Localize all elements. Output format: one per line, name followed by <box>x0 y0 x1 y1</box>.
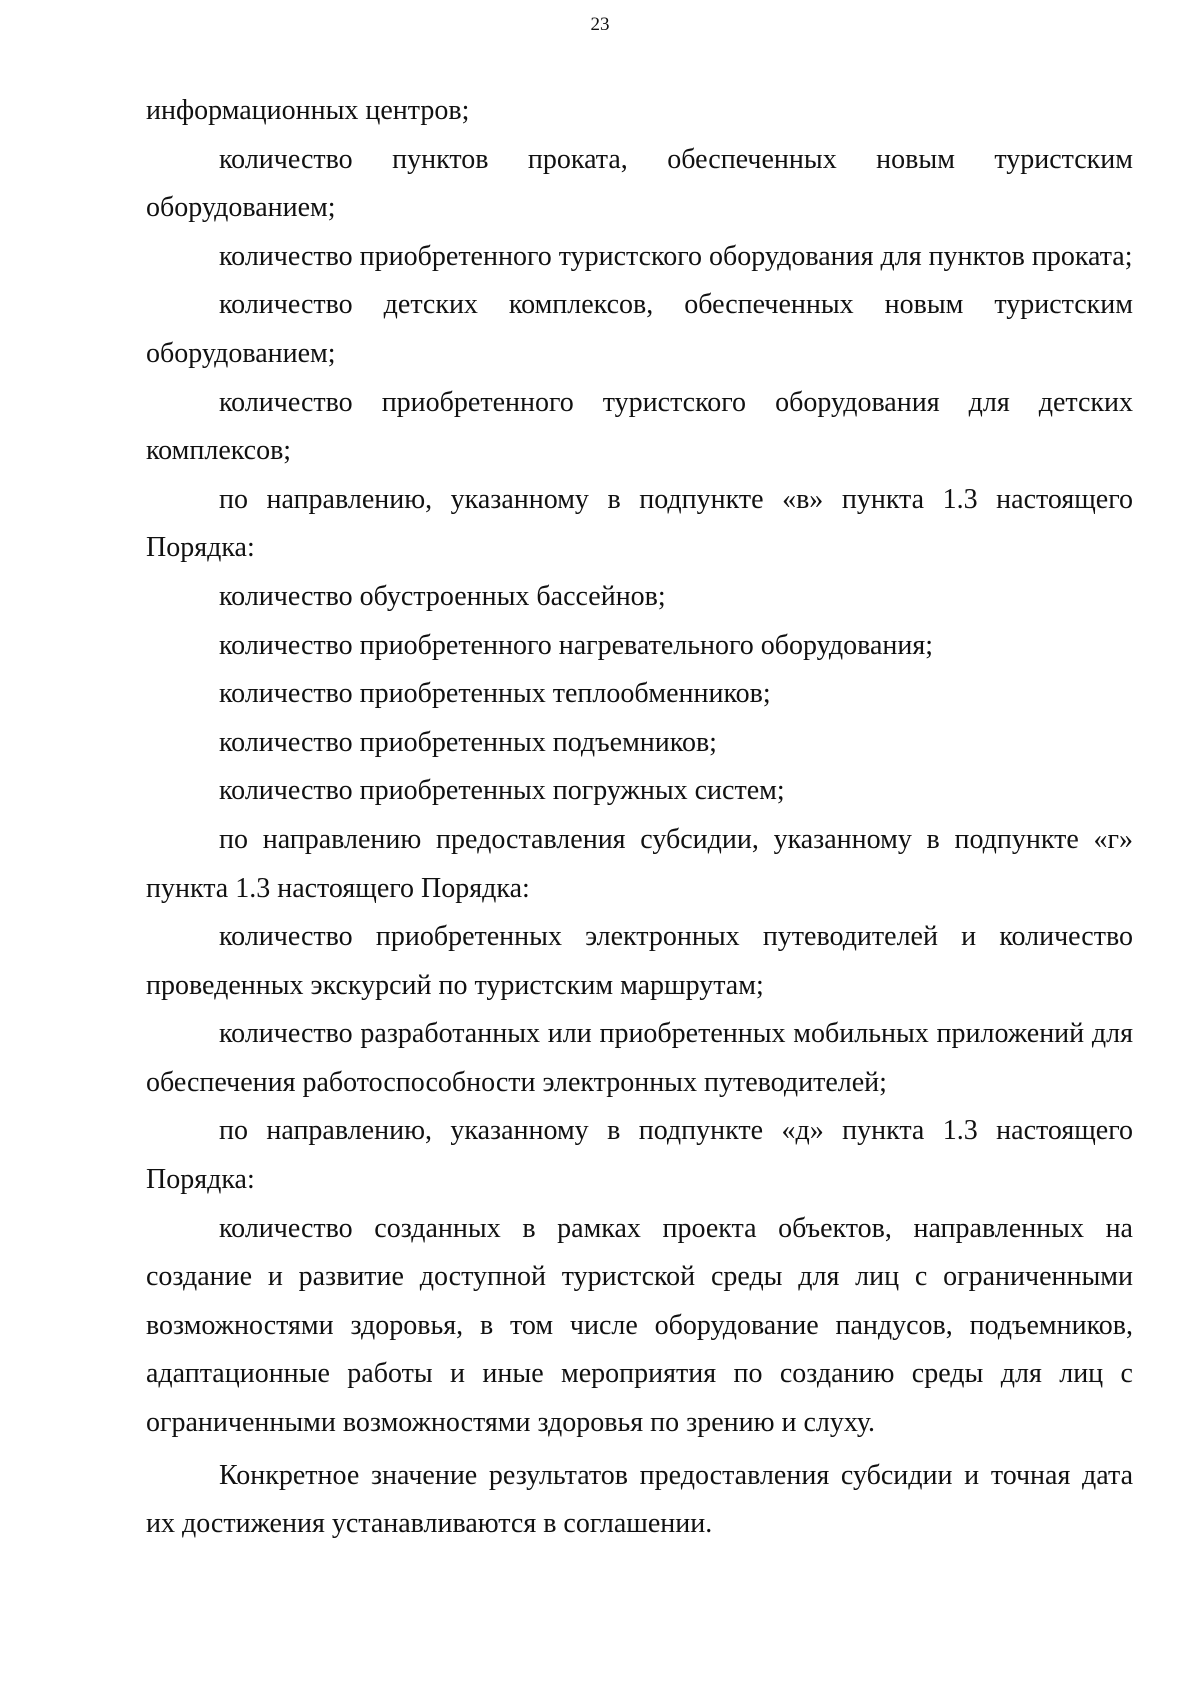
paragraph: количество приобретенных теплообменников; <box>219 678 771 710</box>
page-number: 23 <box>590 14 610 35</box>
paragraph: количество приобретенных электронных путеводителей и количество проведенных экскурсий по туристским маршрутам; <box>146 921 1133 1001</box>
paragraph: по направлению предоставления субсидии, указанному в подпункте «г» пункта 1.3 настоящего Порядка: <box>146 823 1133 904</box>
paragraph: количество обустроенных бассейнов; <box>219 580 666 612</box>
paragraph: количество приобретенных погружных систем; <box>219 775 785 807</box>
document-body <box>146 87 1133 1549</box>
paragraph: количество приобретенного нагревательного оборудования; <box>219 629 934 661</box>
paragraph: количество приобретенного туристского оборудования для детских комплексов; <box>146 386 1133 467</box>
paragraph: количество приобретенных подъемников; <box>219 726 717 758</box>
paragraph: по направлению, указанному в подпункте «в» пункта 1.3 настоящего Порядка: <box>146 483 1133 564</box>
paragraph-continuation: информационных центров; <box>146 95 470 126</box>
paragraph: количество пунктов проката, обеспеченных новым туристским оборудованием; <box>146 143 1133 224</box>
paragraph: по направлению, указанному в подпункте «д» пункта 1.3 настоящего Порядка: <box>146 1115 1133 1196</box>
paragraph: количество детских комплексов, обеспеченных новым туристским оборудованием; <box>146 289 1133 369</box>
paragraph: количество приобретенного туристского оборудования для пунктов проката; <box>219 240 1133 272</box>
paragraph: количество созданных в рамках проекта объектов, направленных на создание и развитие доступной туристской среды для лиц с ограниченными возможностями здоровья, в том числе оборудование пандусов, подъемников, адаптационные работы и иные мероприятия по созданию среды для лиц с ограниченными возможностями здоровья по зрению и слуху. <box>146 1212 1133 1439</box>
paragraph: количество разработанных или приобретенных мобильных приложений для обеспечения работоспособности электронных путеводителей; <box>146 1018 1133 1098</box>
paragraph-final: Конкретное значение результатов предоставления субсидии и точная дата их достижения устанавливаются в соглашении. <box>146 1459 1133 1540</box>
